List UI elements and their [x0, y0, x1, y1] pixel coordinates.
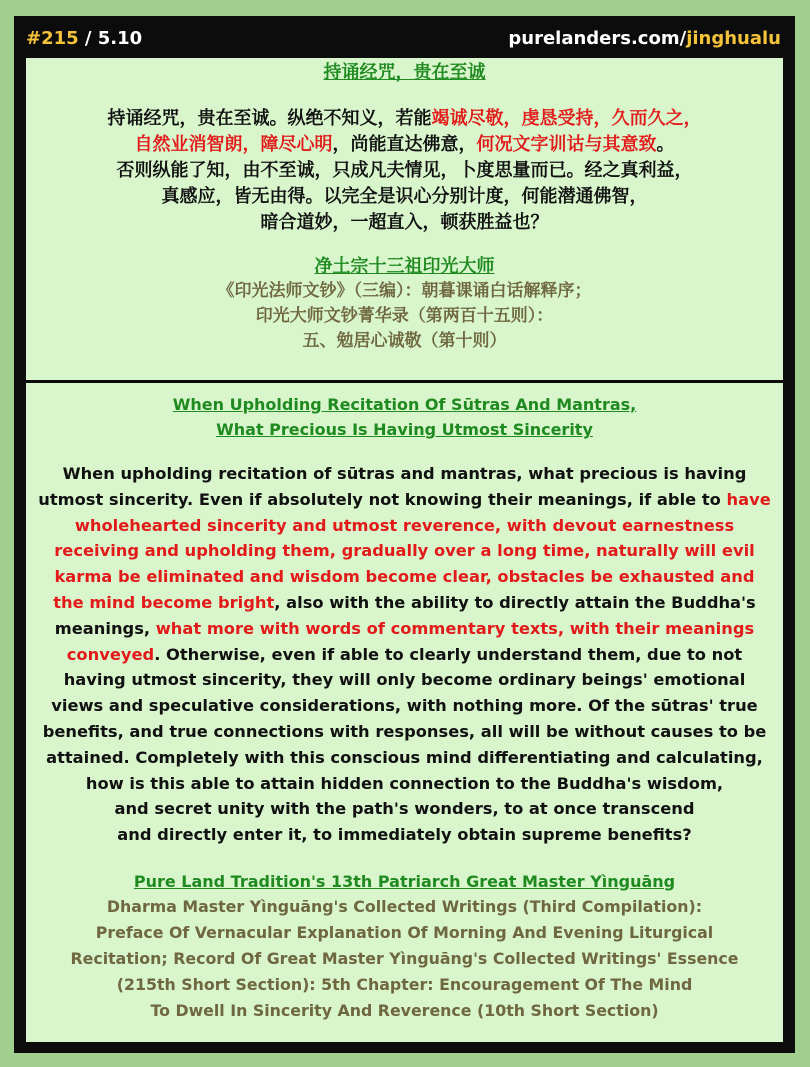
post-number: #215	[26, 28, 79, 49]
site-domain: purelanders.com/	[508, 28, 687, 49]
english-body-text: meanings,	[54, 618, 156, 638]
english-body-line	[26, 616, 783, 642]
chinese-body-text: 否则纵能了知，由不至诚，只成凡夫情见，卜度思量而已。经之真利益，	[116, 160, 693, 181]
english-body-text: views and speculative considerations, with nothing more. Of the sūtras' true	[51, 696, 758, 716]
chinese-emphasis-text: 竭诚尽敬，虔恳受持，久而久之，	[431, 108, 702, 129]
english-source-line: Preface Of Vernacular Explanation Of Morning And Evening Liturgical	[95, 922, 714, 942]
english-body-line	[26, 461, 783, 487]
english-emphasis-text: the mind become bright	[53, 592, 275, 612]
chinese-body-line	[26, 158, 783, 184]
english-body-line	[26, 719, 783, 745]
english-body-text: When upholding recitation of sūtras and mantras, what precious is having	[62, 464, 747, 483]
english-emphasis-text: conveyed	[66, 644, 155, 664]
chinese-panel	[26, 58, 783, 380]
chinese-body-text: 真感应，皆无由得。以完全是识心分别计度，何能潜通佛智，	[161, 186, 648, 207]
chinese-source-line: 印光大师文钞菁华录（第两百十五则）：	[255, 306, 554, 326]
chinese-body-line	[26, 210, 783, 236]
chinese-body-line	[26, 106, 783, 132]
header-separator: /	[78, 28, 98, 49]
english-body-text: and secret unity with the path's wonders, to at once transcend	[114, 799, 695, 819]
post-date: 5.10	[97, 28, 143, 49]
english-emphasis-text: wholehearted sincerity and utmost reverence, with devout earnestness	[74, 515, 735, 535]
english-body-text: having utmost sincerity, they will only become ordinary beings' emotional	[63, 670, 746, 690]
english-body-line	[26, 667, 783, 693]
english-emphasis-text: karma be eliminated and wisdom become clear, obstacles be exhausted and	[54, 567, 755, 587]
card-frame	[14, 16, 795, 1053]
english-source-line: To Dwell In Sincerity And Reverence (10th Short Section)	[150, 1000, 659, 1020]
chinese-source	[26, 279, 783, 354]
english-emphasis-text: receiving and upholding them, gradually over a long time, naturally will evil	[54, 541, 755, 561]
english-title-line: What Precious Is Having Utmost Sincerity	[216, 420, 593, 439]
chinese-body	[26, 106, 783, 236]
site-link[interactable]	[508, 25, 781, 53]
english-emphasis-text: have	[726, 489, 771, 509]
chinese-body-text: 暗合道妙，一超直入，顿获胜益也？	[260, 212, 549, 233]
english-body-line	[26, 693, 783, 719]
english-body-text: utmost sincerity. Even if absolutely not knowing their meanings, if able to	[38, 489, 727, 509]
english-title	[26, 392, 783, 442]
english-body	[26, 461, 783, 848]
chinese-source-line: 《印光法师文钞》（三编）：朝暮课诵白话解释序；	[217, 281, 592, 301]
post-number-tag	[26, 25, 142, 53]
english-source-line: Recitation; Record Of Great Master Yìnguāng's Collected Writings' Essence	[70, 948, 739, 968]
chinese-attribution: 净土宗十三祖印光大师	[314, 256, 495, 277]
english-body-line	[26, 513, 783, 539]
site-path: jinghualu	[686, 28, 781, 49]
chinese-body-line	[26, 184, 783, 210]
english-body-line	[26, 487, 783, 513]
english-body-line	[26, 796, 783, 822]
english-panel	[26, 383, 783, 1042]
english-body-text: benefits, and true connections with responses, all will be without causes to be	[42, 721, 767, 741]
chinese-emphasis-text: 自然业消智朗，障尽心明	[134, 134, 333, 155]
english-attribution: Pure Land Tradition's 13th Patriarch Great Master Yìnguāng	[133, 871, 676, 891]
english-body-line	[26, 745, 783, 771]
chinese-body-line	[26, 132, 783, 158]
english-body-line	[26, 642, 783, 668]
english-emphasis-text: what more with words of commentary texts, with their meanings	[155, 618, 755, 638]
chinese-body-text: 。	[656, 134, 675, 155]
english-body-line	[26, 822, 783, 848]
chinese-title: 持诵经咒，贵在至诚	[323, 62, 486, 83]
english-body-line	[26, 590, 783, 616]
english-body-text: attained. Completely with this conscious mind differentiating and calculating,	[46, 747, 763, 767]
english-source	[26, 894, 783, 1024]
english-body-line	[26, 538, 783, 564]
english-body-line	[26, 771, 783, 797]
english-source-line: Dharma Master Yìnguāng's Collected Writings (Third Compilation):	[106, 896, 703, 916]
english-body-text: and directly enter it, to immediately obtain supreme benefits?	[117, 825, 692, 845]
chinese-body-text: ，尚能直达佛意，	[332, 134, 477, 155]
chinese-source-line: 五、勉居心诚敬（第十则）	[302, 331, 507, 351]
english-source-line: (215th Short Section): 5th Chapter: Encouragement Of The Mind	[116, 974, 693, 994]
english-title-line: When Upholding Recitation Of Sūtras And Mantras,	[172, 395, 637, 414]
english-body-line	[26, 564, 783, 590]
chinese-emphasis-text: 何况文字训诂与其意致	[476, 134, 657, 155]
english-body-text: how is this able to attain hidden connection to the Buddha's wisdom,	[85, 773, 724, 793]
english-body-text: , also with the ability to directly attain the Buddha's	[274, 592, 756, 612]
english-body-text: . Otherwise, even if able to clearly understand them, due to not	[154, 644, 743, 664]
chinese-body-text: 持诵经咒，贵在至诚。纵绝不知义，若能	[107, 108, 432, 129]
